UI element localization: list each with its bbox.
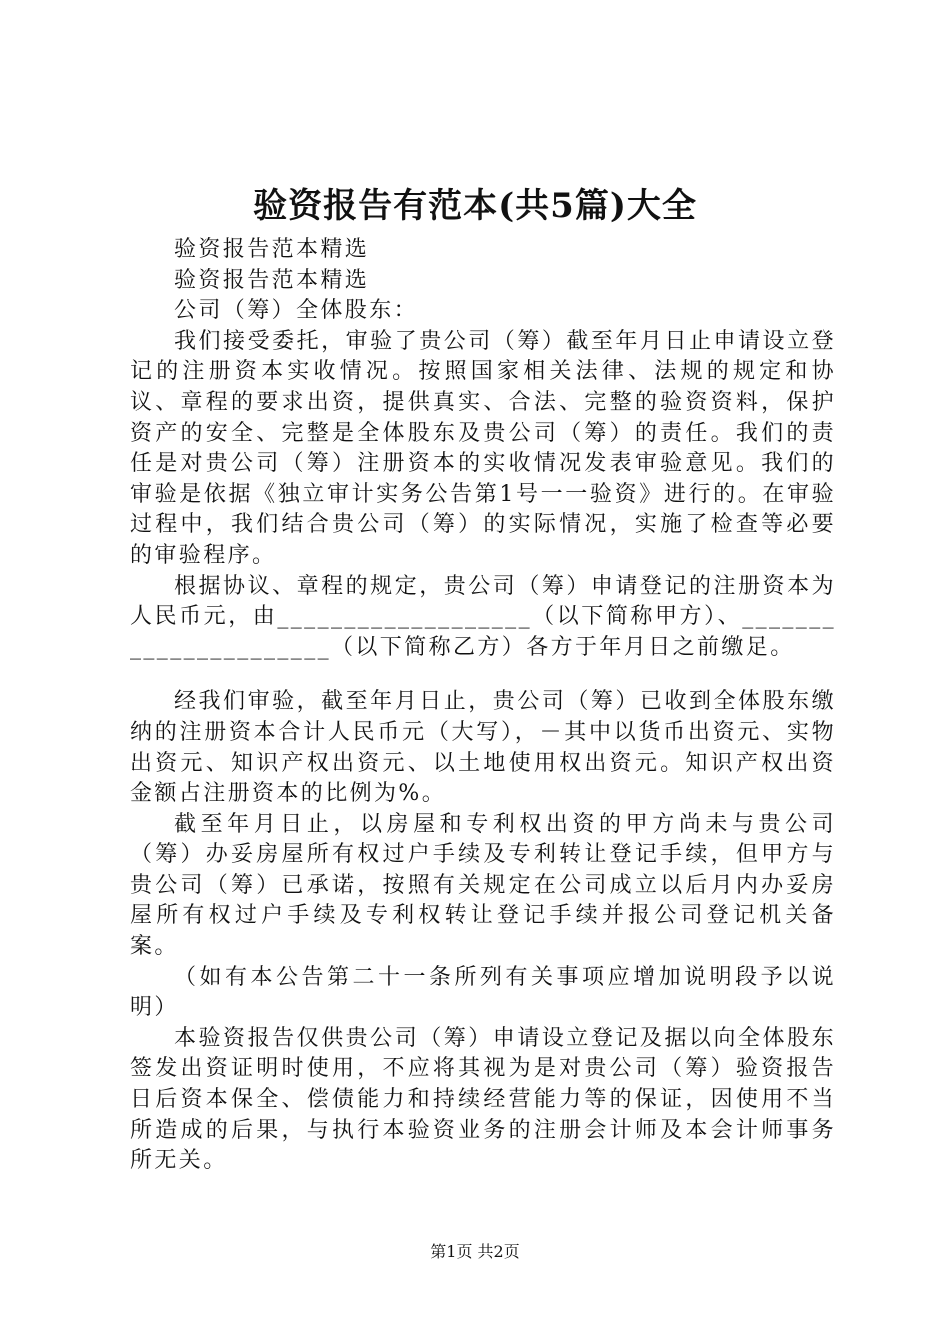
- document-body: [130, 235, 836, 1177]
- paragraph-salutation: 公司（筹）全体股东：: [174, 298, 419, 324]
- paragraph-audit-result: 经我们审验，截至年月日止，贵公司（筹）已收到全体股东缴纳的注册资本合计人民币元（大写），－其中以货币出资元、实物出资元、知识产权出资元、以土地使用权出资元。知识产权出资金额占注册资本的比例为%。: [130, 689, 836, 807]
- paragraph-property-transfer: 截至年月日止，以房屋和专利权出资的甲方尚未与贵公司（筹）办妥房屋所有权过户手续及专利转让登记手续，但甲方与贵公司（筹）已承诺，按照有关规定在公司成立以后月内办妥房屋所有权过户手续及专利权转让登记手续并报公司登记机关备案。: [130, 811, 836, 960]
- paragraph-subtitle-1: 验资报告范本精选: [174, 237, 370, 262]
- paragraph-registered-capital: 根据协议、章程的规定，贵公司（筹）申请登记的注册资本为人民币元，由___________________（以下简称甲方）、______________________（以下简称乙方）各方于年月日之前缴足。: [130, 573, 836, 660]
- paragraph-subtitle-2: 验资报告范本精选: [174, 267, 370, 293]
- paragraph-engagement: 我们接受委托，审验了贵公司（筹）截至年月日止申请设立登记的注册资本实收情况。按照国家相关法律、法规的规定和协议、章程的要求出资，提供真实、合法、完整的验资资料，保护资产的安全、完整是全体股东及贵公司（筹）的责任。我们的责任是对贵公司（筹）注册资本的实收情况发表审验意见。我们的审验是依据《独立审计实务公告第1号一一验资》进行的。在审验过程中，我们结合贵公司（筹）的实际情况，实施了检查等必要的审验程序。: [130, 328, 836, 568]
- page-footer: 第1页 共2页: [430, 1242, 520, 1261]
- paragraph-usage-disclaimer: 本验资报告仅供贵公司（筹）申请设立登记及据以向全体股东签发出资证明时使用，不应将其视为是对贵公司（筹）验资报告日后资本保全、偿债能力和持续经营能力等的保证，因使用不当所造成的后果，与执行本验资业务的注册会计师及本会计师事务所无关。: [130, 1025, 836, 1174]
- paragraph-additional-note: （如有本公告第二十一条所列有关事项应增加说明段予以说明）: [130, 964, 836, 1021]
- document-title: 验资报告有范本(共5篇)大全: [253, 186, 697, 226]
